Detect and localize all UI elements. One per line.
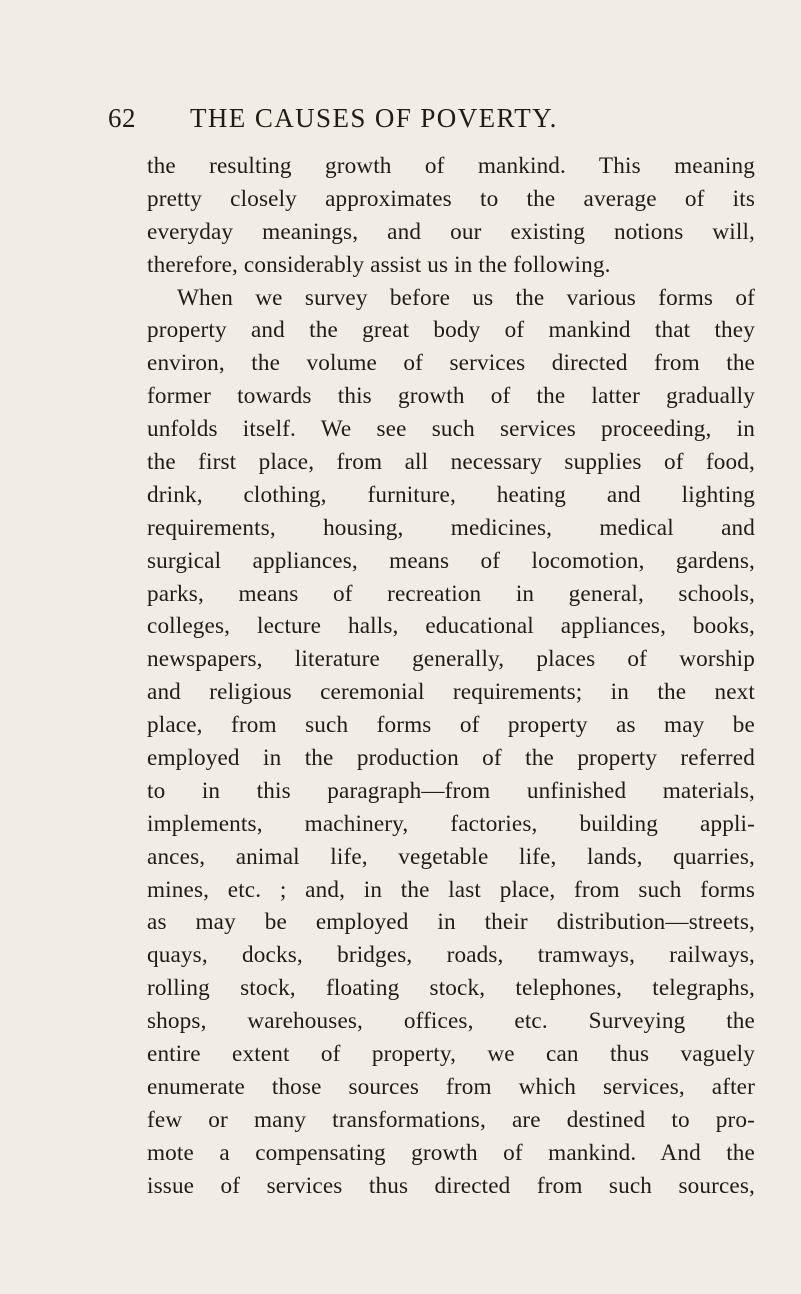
- text-line: quays, docks, bridges, roads, tramways, railways,: [147, 942, 755, 969]
- text-line: to in this paragraph—from unfinished materials,: [147, 777, 755, 804]
- text-line: employed in the production of the property referred: [147, 745, 755, 772]
- text-line: place, from such forms of property as may be: [147, 712, 755, 739]
- text-line: implements, machinery, factories, building appli-: [147, 810, 755, 837]
- text-line: newspapers, literature generally, places of worship: [147, 646, 755, 673]
- text-line: property and the great body of mankind that they: [147, 317, 755, 344]
- text-line: mote a compensating growth of mankind. And the: [147, 1139, 755, 1166]
- text-line: requirements, housing, medicines, medical and: [147, 514, 755, 541]
- text-line: issue of services thus directed from such sources,: [147, 1172, 755, 1199]
- running-head: [108, 98, 748, 138]
- text-line: colleges, lecture halls, educational appliances, books,: [147, 613, 755, 640]
- text-line: former towards this growth of the latter gradually: [147, 383, 755, 410]
- text-line: as may be employed in their distribution—streets,: [147, 909, 755, 936]
- text-line: pretty closely approximates to the average of its: [147, 185, 755, 212]
- text-line: mines, etc. ; and, in the last place, from such forms: [147, 876, 755, 903]
- text-line: the resulting growth of mankind. This meaning: [147, 153, 755, 179]
- text-line: rolling stock, floating stock, telephones, telegraphs,: [147, 975, 755, 1002]
- text-line: enumerate those sources from which services, after: [147, 1073, 755, 1100]
- text-line: unfolds itself. We see such services proceeding, in: [147, 416, 755, 443]
- text-line: therefore, considerably assist us in the following.: [147, 251, 611, 278]
- text-line: few or many transformations, are destined to pro-: [147, 1106, 755, 1133]
- text-line: shops, warehouses, offices, etc. Surveying the: [147, 1008, 755, 1035]
- text-line: environ, the volume of services directed from the: [147, 350, 755, 377]
- running-title: THE CAUSES OF POVERTY.: [190, 103, 558, 133]
- text-line: the first place, from all necessary supplies of food,: [147, 449, 755, 476]
- text-line: drink, clothing, furniture, heating and lighting: [147, 481, 755, 508]
- page-number: 62: [108, 103, 136, 133]
- text-line: parks, means of recreation in general, schools,: [147, 580, 755, 607]
- text-line: ances, animal life, vegetable life, lands, quarries,: [147, 843, 755, 870]
- text-line: entire extent of property, we can thus vaguely: [147, 1041, 755, 1068]
- body-paragraphs: [147, 150, 755, 1203]
- text-line: and religious ceremonial requirements; in the next: [147, 679, 755, 706]
- text-line: surgical appliances, means of locomotion, gardens,: [147, 547, 755, 574]
- paragraph-start-line: When we survey before us the various forms of: [177, 284, 755, 311]
- text-line: everyday meanings, and our existing notions will,: [147, 218, 755, 245]
